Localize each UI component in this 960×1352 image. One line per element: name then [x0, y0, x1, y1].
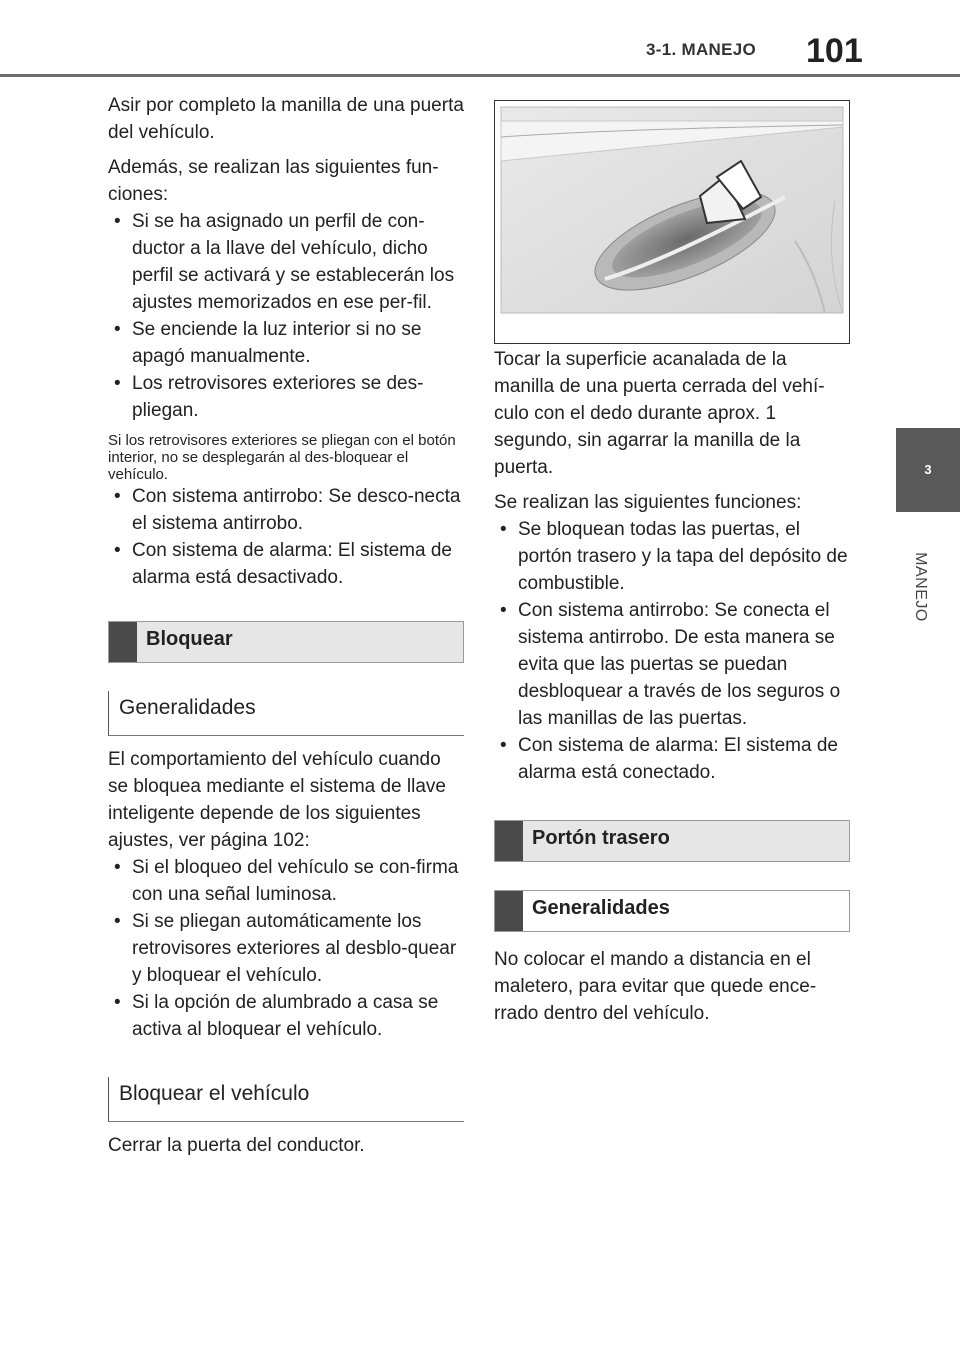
chapter-label-container — [898, 520, 938, 660]
list-item: • Con sistema antirrobo: Se conecta el sistema antirrobo. De esta manera se evita que las puertas se puedan desbloquear a través de los seguros o las manillas de las puertas. — [494, 597, 850, 732]
functions-intro: Se realizan las siguientes funciones: — [494, 492, 802, 513]
unlock-functions-list — [108, 208, 464, 424]
lock-behavior-paragraph: El comportamiento del vehículo cuando se bloquea mediante el sistema de llave inteligente depende de los siguientes ajustes, ver página 102: — [108, 749, 446, 851]
touch-instruction-paragraph: Tocar la superficie acanalada de la manilla de una puerta cerrada del vehí-culo con el dedo durante aprox. 1 segundo, sin agarrar la manilla de la puerta. — [494, 349, 825, 478]
list-item: • Los retrovisores exteriores se des-pliegan. — [108, 370, 464, 424]
list-item: • Si se pliegan automáticamente los retrovisores exteriores al desblo-quear y bloquear el vehículo. — [108, 908, 464, 989]
note-text: Si los retrovisores exteriores se pliegan con el botón interior, no se desplegarán al des-bloquear el vehículo. — [108, 432, 456, 483]
chapter-tab — [896, 428, 960, 512]
subheading-bloquear-vehiculo — [108, 1077, 464, 1122]
page-number: 101 — [806, 32, 863, 70]
subheading-title: Bloquear el vehículo — [119, 1082, 310, 1105]
door-handle-image — [495, 101, 849, 343]
close-door-paragraph: Cerrar la puerta del conductor. — [108, 1135, 365, 1156]
chapter-label: MANEJO — [912, 552, 929, 622]
subheading-title: Generalidades — [119, 696, 256, 719]
section-heading-bloquear — [108, 621, 464, 663]
section-title: Bloquear — [146, 628, 233, 650]
list-item: • Con sistema de alarma: El sistema de alarma está desactivado. — [108, 537, 464, 591]
section-marker — [495, 821, 523, 861]
header-rule — [0, 74, 960, 77]
section-title: Portón trasero — [532, 827, 670, 849]
lock-functions-list — [494, 516, 850, 786]
chapter-number: 3 — [924, 462, 932, 477]
right-column — [494, 346, 850, 1027]
list-item: • Con sistema de alarma: El sistema de alarma está conectado. — [494, 732, 850, 786]
list-item: • Si se ha asignado un perfil de con-ductor a la llave del vehículo, dicho perfil se activará y se establecerán los ajustes memorizados en ese per-fil. — [108, 208, 464, 316]
list-item: • Se enciende la luz interior si no se apagó manualmente. — [108, 316, 464, 370]
section-title: Generalidades — [532, 897, 670, 919]
section-marker — [109, 622, 137, 662]
functions-intro: Además, se realizan las siguientes fun-ciones: — [108, 157, 439, 205]
intro-paragraph: Asir por completo la manilla de una puerta del vehículo. — [108, 95, 464, 143]
door-handle-illustration — [494, 100, 850, 344]
security-list — [108, 483, 464, 591]
list-item: • Si la opción de alumbrado a casa se activa al bloquear el vehículo. — [108, 989, 464, 1043]
left-column — [108, 92, 464, 1159]
list-item: • Con sistema antirrobo: Se desco-necta el sistema antirrobo. — [108, 483, 464, 537]
subheading-generalidades — [108, 691, 464, 736]
remote-warning-paragraph: No colocar el mando a distancia en el maletero, para evitar que quede ence-rrado dentro del vehículo. — [494, 949, 817, 1024]
lock-settings-list — [108, 854, 464, 1043]
list-item: • Se bloquean todas las puertas, el portón trasero y la tapa del depósito de combustible. — [494, 516, 850, 597]
section-header: 3-1. MANEJO — [646, 40, 757, 59]
list-item: • Si el bloqueo del vehículo se con-firma con una señal luminosa. — [108, 854, 464, 908]
section-marker — [495, 891, 523, 931]
section-heading-generalidades — [494, 890, 850, 932]
section-heading-porton-trasero — [494, 820, 850, 862]
